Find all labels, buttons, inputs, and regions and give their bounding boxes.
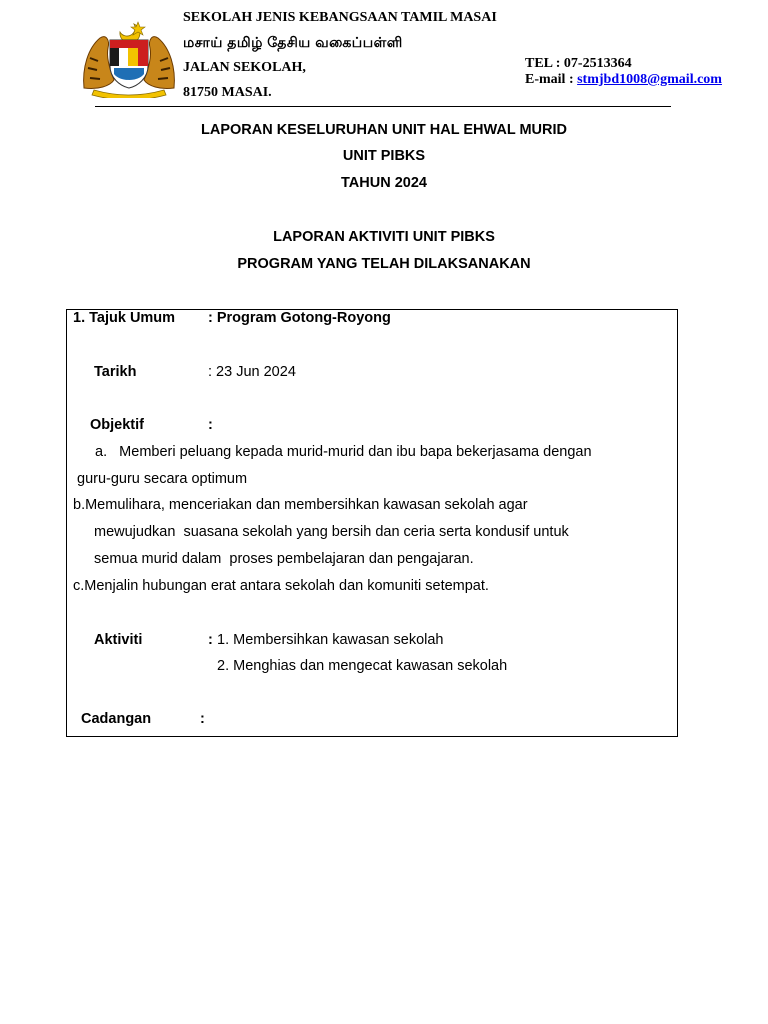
program-title: PROGRAM YANG TELAH DILAKSANAKAN	[237, 256, 531, 272]
objective-a-line-1: a. Memberi peluang kepada murid-murid dan ibu bapa bekerjasama dengan	[95, 444, 592, 460]
cadangan-label: Cadangan	[81, 711, 152, 727]
tarikh-label: Tarikh	[94, 364, 137, 380]
objective-b-line-2: mewujudkan suasana sekolah yang bersih dan ceria serta kondusif untuk	[94, 524, 569, 540]
tarikh-value: : 23 Jun 2024	[208, 364, 296, 380]
aktiviti-item-1: 1. Membersihkan kawasan sekolah	[217, 632, 444, 648]
email-link[interactable]: stmjbd1008@gmail.com	[577, 72, 722, 87]
activity-report-title: LAPORAN AKTIVITI UNIT PIBKS	[273, 229, 495, 245]
objective-c-line-1: c.Menjalin hubungan erat antara sekolah dan komuniti setempat.	[73, 578, 489, 594]
tajuk-value: : Program Gotong-Royong	[208, 310, 391, 326]
telephone: TEL : 07-2513364	[525, 56, 632, 71]
aktiviti-item-2: 2. Menghias dan mengecat kawasan sekolah	[217, 658, 508, 674]
tajuk-label: 1. Tajuk Umum	[73, 310, 176, 326]
email-label: E-mail :	[525, 72, 574, 87]
header-divider	[95, 106, 671, 107]
year-title: TAHUN 2024	[341, 175, 427, 191]
objektif-colon: :	[208, 417, 213, 433]
address-line-1: JALAN SEKOLAH,	[183, 60, 306, 75]
unit-title: UNIT PIBKS	[342, 148, 426, 164]
objective-b-line-3: semua murid dalam proses pembelajaran dan pengajaran.	[94, 551, 474, 567]
address-line-2: 81750 MASAI.	[183, 85, 272, 100]
report-title: LAPORAN KESELURUHAN UNIT HAL EHWAL MURID	[201, 122, 567, 138]
aktiviti-label: Aktiviti	[94, 632, 143, 648]
objective-b-line-1: b.Memulihara, menceriakan dan membersihkan kawasan sekolah agar	[73, 497, 528, 513]
aktiviti-colon: :	[208, 632, 213, 648]
school-name-tamil: மசாய் தமிழ் தேசிய வகைப்பள்ளி	[183, 34, 403, 50]
school-name: SEKOLAH JENIS KEBANGSAAN TAMIL MASAI	[183, 10, 497, 25]
objektif-label: Objektif	[90, 417, 144, 433]
objective-a-line-2: guru-guru secara optimum	[77, 471, 248, 487]
school-crest-logo	[80, 18, 178, 98]
cadangan-colon: :	[200, 711, 205, 727]
email-line	[525, 72, 722, 88]
